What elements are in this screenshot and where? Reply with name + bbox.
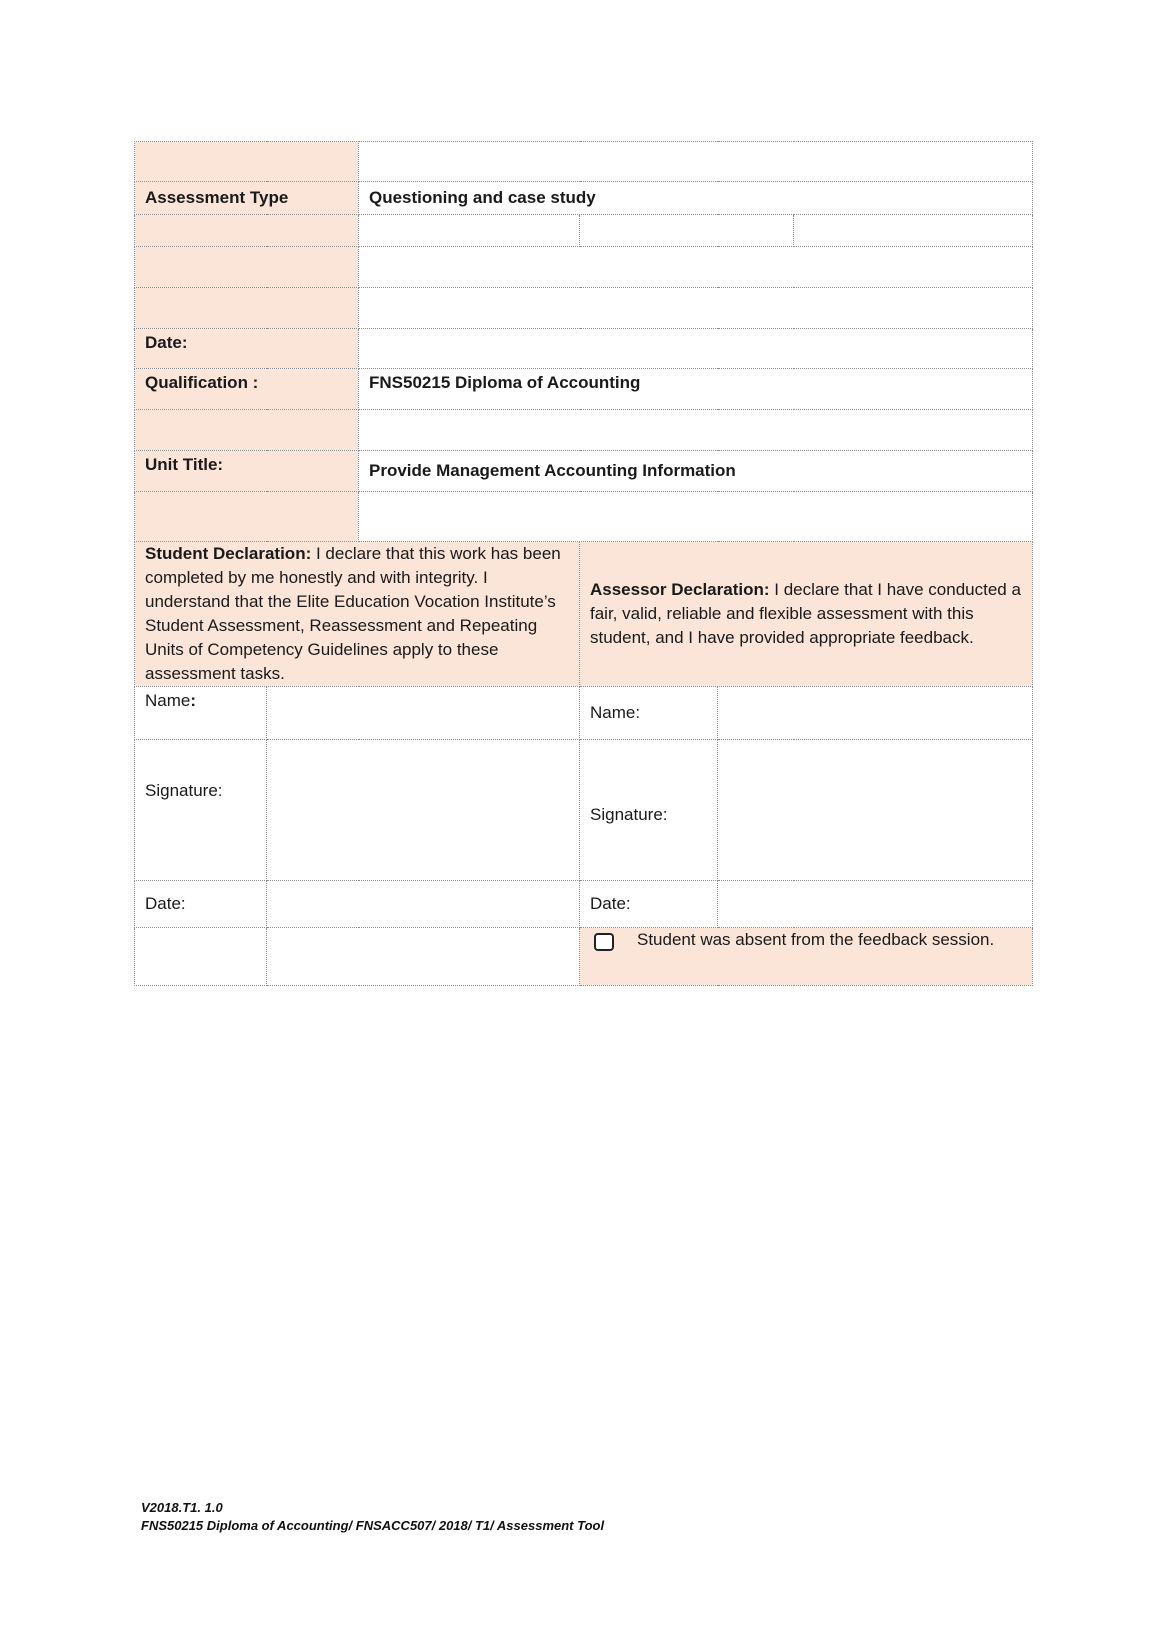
blank-split-row [135, 215, 1033, 247]
blank-value-cell[interactable] [359, 142, 1033, 182]
absent-row [135, 928, 1033, 986]
qualification-value: FNS50215 Diploma of Accounting [359, 369, 1033, 410]
page-footer [141, 1499, 604, 1535]
blank-value-cell[interactable] [359, 288, 1033, 329]
date-label: Date: [135, 329, 359, 369]
assessment-type-label: Assessment Type [135, 182, 359, 215]
student-name-field[interactable] [267, 687, 580, 740]
student-date-field[interactable] [267, 881, 580, 928]
blank-field-2[interactable] [580, 215, 794, 247]
blank-value-cell[interactable] [359, 410, 1033, 451]
qualification-row [135, 369, 1033, 410]
assessor-signature-label: Signature: [580, 740, 718, 881]
blank-label-cell [135, 247, 359, 288]
signature-row [135, 740, 1033, 881]
blank-row [135, 492, 1033, 542]
blank-value-cell[interactable] [359, 247, 1033, 288]
blank-label-cell [135, 142, 359, 182]
assessor-signature-field[interactable] [718, 740, 1033, 881]
date-value-cell[interactable] [359, 329, 1033, 369]
blank-cell [135, 928, 267, 986]
student-declaration-heading: Student Declaration: [145, 544, 312, 563]
blank-label-cell [135, 215, 359, 247]
blank-row [135, 410, 1033, 451]
blank-label-cell [135, 288, 359, 329]
unit-title-row [135, 451, 1033, 492]
name-row [135, 687, 1033, 740]
absent-checkbox[interactable] [594, 933, 614, 951]
student-date-label: Date: [135, 881, 267, 928]
blank-label-cell [135, 410, 359, 451]
assessor-declaration-heading: Assessor Declaration: [590, 580, 770, 599]
assessor-name-field[interactable] [718, 687, 1033, 740]
blank-cell [267, 928, 580, 986]
absent-feedback-text: Student was absent from the feedback session. [637, 930, 995, 949]
qualification-label: Qualification : [135, 369, 359, 410]
blank-value-cell[interactable] [359, 492, 1033, 542]
declarations-row [135, 542, 1033, 687]
assessment-cover-table [134, 141, 1033, 986]
blank-row [135, 288, 1033, 329]
date-row [135, 329, 1033, 369]
assessor-name-label: Name: [580, 687, 718, 740]
student-declaration-text: I declare that this work has been completed by me honestly and with integrity. I understand that the Elite Education Vocation Institute’s Student Assessment, Reassessment and Repeating Units of Competency Guidelines apply to these assessment tasks. [145, 544, 561, 683]
blank-label-cell [135, 492, 359, 542]
student-signature-field[interactable] [267, 740, 580, 881]
student-signature-label: Signature: [135, 740, 267, 881]
assessment-type-row [135, 182, 1033, 215]
assessor-declaration [580, 542, 1033, 687]
absent-feedback-cell [580, 928, 1033, 986]
signoff-date-row [135, 881, 1033, 928]
assessment-type-value: Questioning and case study [359, 182, 1033, 215]
unit-title-value: Provide Management Accounting Information [359, 451, 1033, 492]
blank-field-1[interactable] [359, 215, 580, 247]
unit-title-label: Unit Title: [135, 451, 359, 492]
assessor-date-field[interactable] [718, 881, 1033, 928]
assessor-declaration-text: I declare that I have conducted a fair, valid, reliable and flexible assessment with this student, and I have provided appropriate feedback. [590, 580, 1021, 647]
blank-row [135, 247, 1033, 288]
blank-row [135, 142, 1033, 182]
assessor-date-label: Date: [580, 881, 718, 928]
blank-field-3[interactable] [794, 215, 1033, 247]
student-name-label: Name: [135, 687, 267, 740]
student-declaration [135, 542, 580, 687]
footer-document-ref: FNS50215 Diploma of Accounting/ FNSACC507/ 2018/ T1/ Assessment Tool [141, 1518, 605, 1533]
footer-version: V2018.T1. 1.0 [141, 1500, 223, 1515]
